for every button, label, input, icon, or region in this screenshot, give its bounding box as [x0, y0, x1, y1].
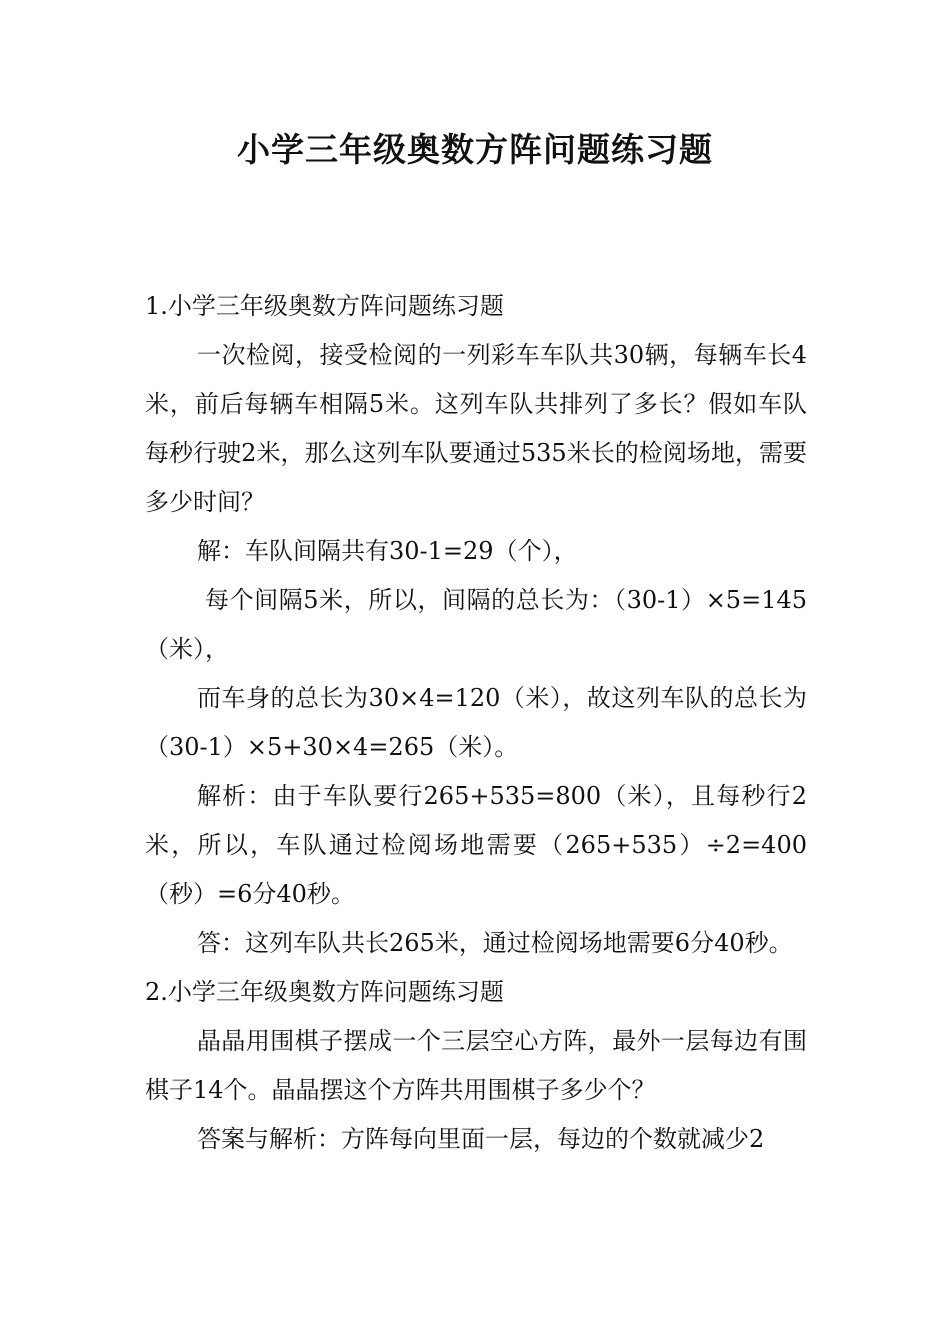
solution-1-analysis: 解析：由于车队要行265+535=800（米），且每秒行2米，所以，车队通过检阅场地需要（265+535）÷2=400（秒）=6分40秒。 [145, 782, 807, 908]
problem-1-statement: 一次检阅，接受检阅的一列彩车车队共30辆，每辆车长4米，前后每辆车相隔5米。这列车队共排列了多长？假如车队每秒行驶2米，那么这列车队要通过535米长的检阅场地，需要多少时间？ [145, 341, 807, 516]
solution-1-answer: 答：这列车队共长265米，通过检阅场地需要6分40秒。 [197, 929, 793, 957]
solution-1-step-2: 每个间隔5米，所以，间隔的总长为：（30-1）×5=145（米）， [145, 586, 807, 663]
document-body [145, 282, 807, 1164]
solution-1-step-1: 解：车队间隔共有30-1=29（个）， [197, 537, 578, 565]
document-title: 小学三年级奥数方阵问题练习题 [237, 130, 713, 169]
solution-1-step-3: 而车身的总长为30×4=120（米），故这列车队的总长为（30-1）×5+30×4=265（米）。 [145, 684, 807, 761]
solution-2-analysis: 答案与解析：方阵每向里面一层，每边的个数就减少2 [197, 1125, 765, 1153]
section-heading-1: 1.小学三年级奥数方阵问题练习题 [145, 292, 504, 320]
section-heading-2: 2.小学三年级奥数方阵问题练习题 [145, 978, 504, 1006]
problem-2-statement: 晶晶用围棋子摆成一个三层空心方阵，最外一层每边有围棋子14个。晶晶摆这个方阵共用围棋子多少个？ [145, 1027, 807, 1104]
